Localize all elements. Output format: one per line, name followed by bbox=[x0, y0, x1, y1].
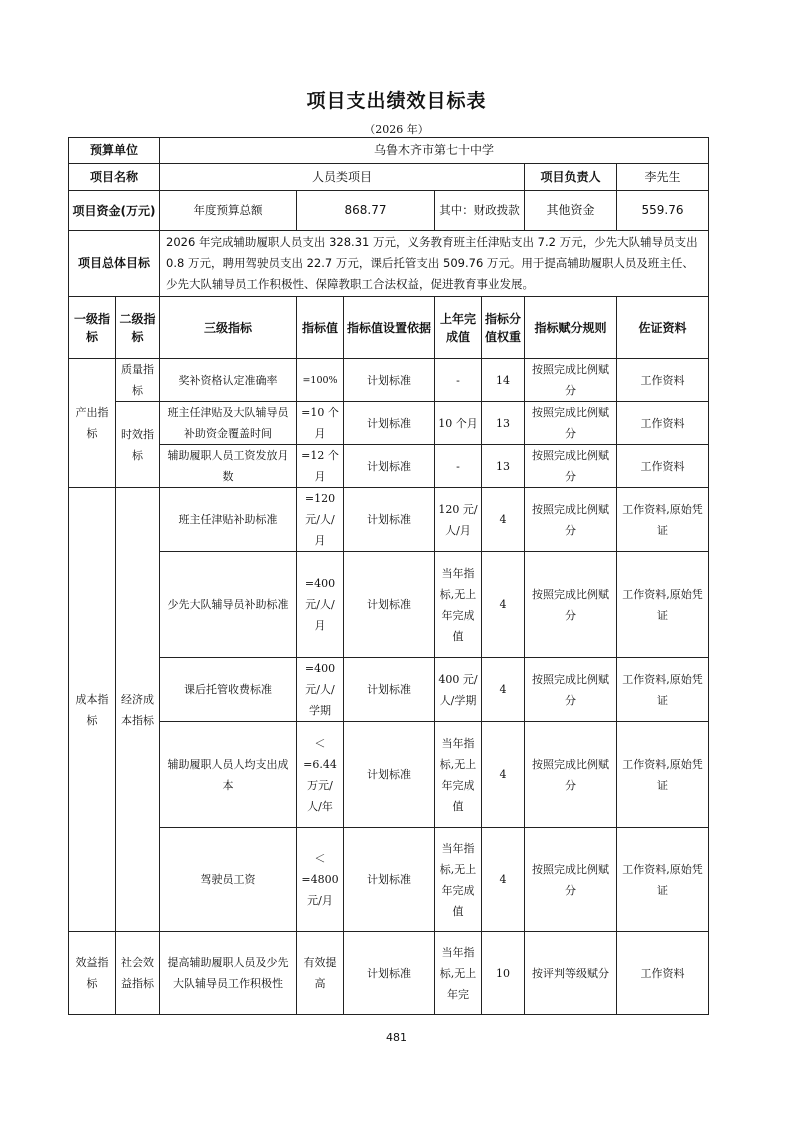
indicator-last-year: 120 元/人/月 bbox=[435, 488, 482, 552]
project-funds-label: 项目资金(万元) bbox=[69, 191, 160, 231]
subgroup-quality: 质量指标 bbox=[116, 359, 160, 402]
budget-unit-value: 乌鲁木齐市第七十中学 bbox=[160, 138, 709, 164]
indicator-basis: 计划标准 bbox=[344, 658, 435, 722]
table-row bbox=[69, 932, 709, 1015]
indicator-rule: 按照完成比例赋分 bbox=[525, 445, 617, 488]
header-level1: 一级指标 bbox=[69, 297, 116, 359]
indicator-weight: 4 bbox=[482, 658, 525, 722]
indicator-rule: 按照完成比例赋分 bbox=[525, 828, 617, 932]
indicator-last-year: 当年指标,无上年完 bbox=[435, 932, 482, 1015]
indicator-name: 辅助履职人员工资发放月数 bbox=[160, 445, 297, 488]
header-basis: 指标值设置依据 bbox=[344, 297, 435, 359]
indicator-last-year: - bbox=[435, 445, 482, 488]
group-benefit: 效益指标 bbox=[69, 932, 116, 1015]
table-row bbox=[69, 402, 709, 445]
project-name-value: 人员类项目 bbox=[160, 164, 525, 191]
year-label: （2026 年） bbox=[364, 123, 429, 136]
indicator-basis: 计划标准 bbox=[344, 552, 435, 658]
indicator-name: 班主任津贴补助标准 bbox=[160, 488, 297, 552]
header-level2: 二级指标 bbox=[116, 297, 160, 359]
fiscal-label: 其中：财政拨款 bbox=[435, 191, 525, 231]
indicator-value: =12 个月 bbox=[297, 445, 344, 488]
header-last-year: 上年完成值 bbox=[435, 297, 482, 359]
indicator-last-year: 10 个月 bbox=[435, 402, 482, 445]
header-weight: 指标分值权重 bbox=[482, 297, 525, 359]
indicator-basis: 计划标准 bbox=[344, 932, 435, 1015]
table-row bbox=[69, 445, 709, 488]
indicator-rule: 按照完成比例赋分 bbox=[525, 658, 617, 722]
header-value: 指标值 bbox=[297, 297, 344, 359]
indicator-name: 少先大队辅导员补助标准 bbox=[160, 552, 297, 658]
indicator-name: 驾驶员工资 bbox=[160, 828, 297, 932]
other-funds-label: 其他资金 bbox=[525, 191, 617, 231]
indicator-name: 辅助履职人员人均支出成本 bbox=[160, 722, 297, 828]
table-row bbox=[69, 722, 709, 828]
indicator-rule: 按照完成比例赋分 bbox=[525, 488, 617, 552]
indicator-weight: 14 bbox=[482, 359, 525, 402]
performance-table bbox=[68, 137, 709, 1015]
page-title: 项目支出绩效目标表 bbox=[306, 90, 487, 112]
other-funds-value: 559.76 bbox=[617, 191, 709, 231]
table-row bbox=[69, 552, 709, 658]
indicator-value: ＜=4800 元/月 bbox=[297, 828, 344, 932]
indicator-basis: 计划标准 bbox=[344, 722, 435, 828]
subgroup-social: 社会效益指标 bbox=[116, 932, 160, 1015]
indicator-evidence: 工作资料,原始凭证 bbox=[617, 488, 709, 552]
indicator-evidence: 工作资料,原始凭证 bbox=[617, 722, 709, 828]
page-number: 481 bbox=[386, 1031, 407, 1044]
indicator-name: 班主任津贴及大队辅导员补助资金覆盖时间 bbox=[160, 402, 297, 445]
indicator-rule: 按照完成比例赋分 bbox=[525, 552, 617, 658]
overall-goal-label: 项目总体目标 bbox=[69, 231, 160, 297]
indicator-value: ＜=6.44 万元/人/年 bbox=[297, 722, 344, 828]
indicator-weight: 4 bbox=[482, 722, 525, 828]
indicator-weight: 4 bbox=[482, 488, 525, 552]
indicator-evidence: 工作资料 bbox=[617, 445, 709, 488]
subgroup-economic: 经济成本指标 bbox=[116, 488, 160, 932]
indicator-weight: 4 bbox=[482, 828, 525, 932]
header-level3: 三级指标 bbox=[160, 297, 297, 359]
indicator-evidence: 工作资料 bbox=[617, 932, 709, 1015]
indicator-evidence: 工作资料,原始凭证 bbox=[617, 828, 709, 932]
indicator-evidence: 工作资料 bbox=[617, 359, 709, 402]
indicator-last-year: 当年指标,无上年完成值 bbox=[435, 828, 482, 932]
budget-unit-label: 预算单位 bbox=[69, 138, 160, 164]
indicator-last-year: 当年指标,无上年完成值 bbox=[435, 552, 482, 658]
project-leader-value: 李先生 bbox=[617, 164, 709, 191]
project-leader-label: 项目负责人 bbox=[525, 164, 617, 191]
table-row bbox=[69, 359, 709, 402]
indicator-basis: 计划标准 bbox=[344, 488, 435, 552]
indicator-rule: 按照完成比例赋分 bbox=[525, 402, 617, 445]
indicator-value: =400 元/人/月 bbox=[297, 552, 344, 658]
table-row bbox=[69, 828, 709, 932]
table-row bbox=[69, 658, 709, 722]
group-output: 产出指标 bbox=[69, 359, 116, 488]
indicator-evidence: 工作资料,原始凭证 bbox=[617, 552, 709, 658]
header-evidence: 佐证资料 bbox=[617, 297, 709, 359]
indicator-rule: 按照完成比例赋分 bbox=[525, 722, 617, 828]
table-row bbox=[69, 488, 709, 552]
indicator-value: 有效提高 bbox=[297, 932, 344, 1015]
indicator-basis: 计划标准 bbox=[344, 359, 435, 402]
indicator-value: =100% bbox=[297, 359, 344, 402]
indicator-evidence: 工作资料,原始凭证 bbox=[617, 658, 709, 722]
indicator-last-year: 400 元/人/学期 bbox=[435, 658, 482, 722]
indicator-basis: 计划标准 bbox=[344, 402, 435, 445]
indicator-last-year: - bbox=[435, 359, 482, 402]
indicator-rule: 按评判等级赋分 bbox=[525, 932, 617, 1015]
indicator-value: =120 元/人/月 bbox=[297, 488, 344, 552]
indicator-weight: 4 bbox=[482, 552, 525, 658]
overall-goal-text: 2026 年完成辅助履职人员支出 328.31 万元，义务教育班主任津贴支出 7.2 万元，少先大队辅导员支出 0.8 万元，聘用驾驶员支出 22.7 万元，课后托管支出 509.76 万元。用于提高辅助履职人员及班主任、少先大队辅导员工作积极性、保障教职工合法权益，促进教育事业发展。 bbox=[160, 231, 709, 297]
indicator-name: 提高辅助履职人员及少先大队辅导员工作积极性 bbox=[160, 932, 297, 1015]
indicator-weight: 10 bbox=[482, 932, 525, 1015]
annual-budget-value: 868.77 bbox=[297, 191, 435, 231]
indicator-value: =10 个月 bbox=[297, 402, 344, 445]
indicator-basis: 计划标准 bbox=[344, 445, 435, 488]
indicator-basis: 计划标准 bbox=[344, 828, 435, 932]
indicator-rule: 按照完成比例赋分 bbox=[525, 359, 617, 402]
subgroup-timeliness: 时效指标 bbox=[116, 402, 160, 488]
indicator-evidence: 工作资料 bbox=[617, 402, 709, 445]
project-name-label: 项目名称 bbox=[69, 164, 160, 191]
indicator-name: 课后托管收费标准 bbox=[160, 658, 297, 722]
indicator-value: =400 元/人/学期 bbox=[297, 658, 344, 722]
indicator-name: 奖补资格认定准确率 bbox=[160, 359, 297, 402]
indicator-weight: 13 bbox=[482, 445, 525, 488]
header-rule: 指标赋分规则 bbox=[525, 297, 617, 359]
annual-budget-label: 年度预算总额 bbox=[160, 191, 297, 231]
indicator-weight: 13 bbox=[482, 402, 525, 445]
group-cost: 成本指标 bbox=[69, 488, 116, 932]
indicator-last-year: 当年指标,无上年完成值 bbox=[435, 722, 482, 828]
